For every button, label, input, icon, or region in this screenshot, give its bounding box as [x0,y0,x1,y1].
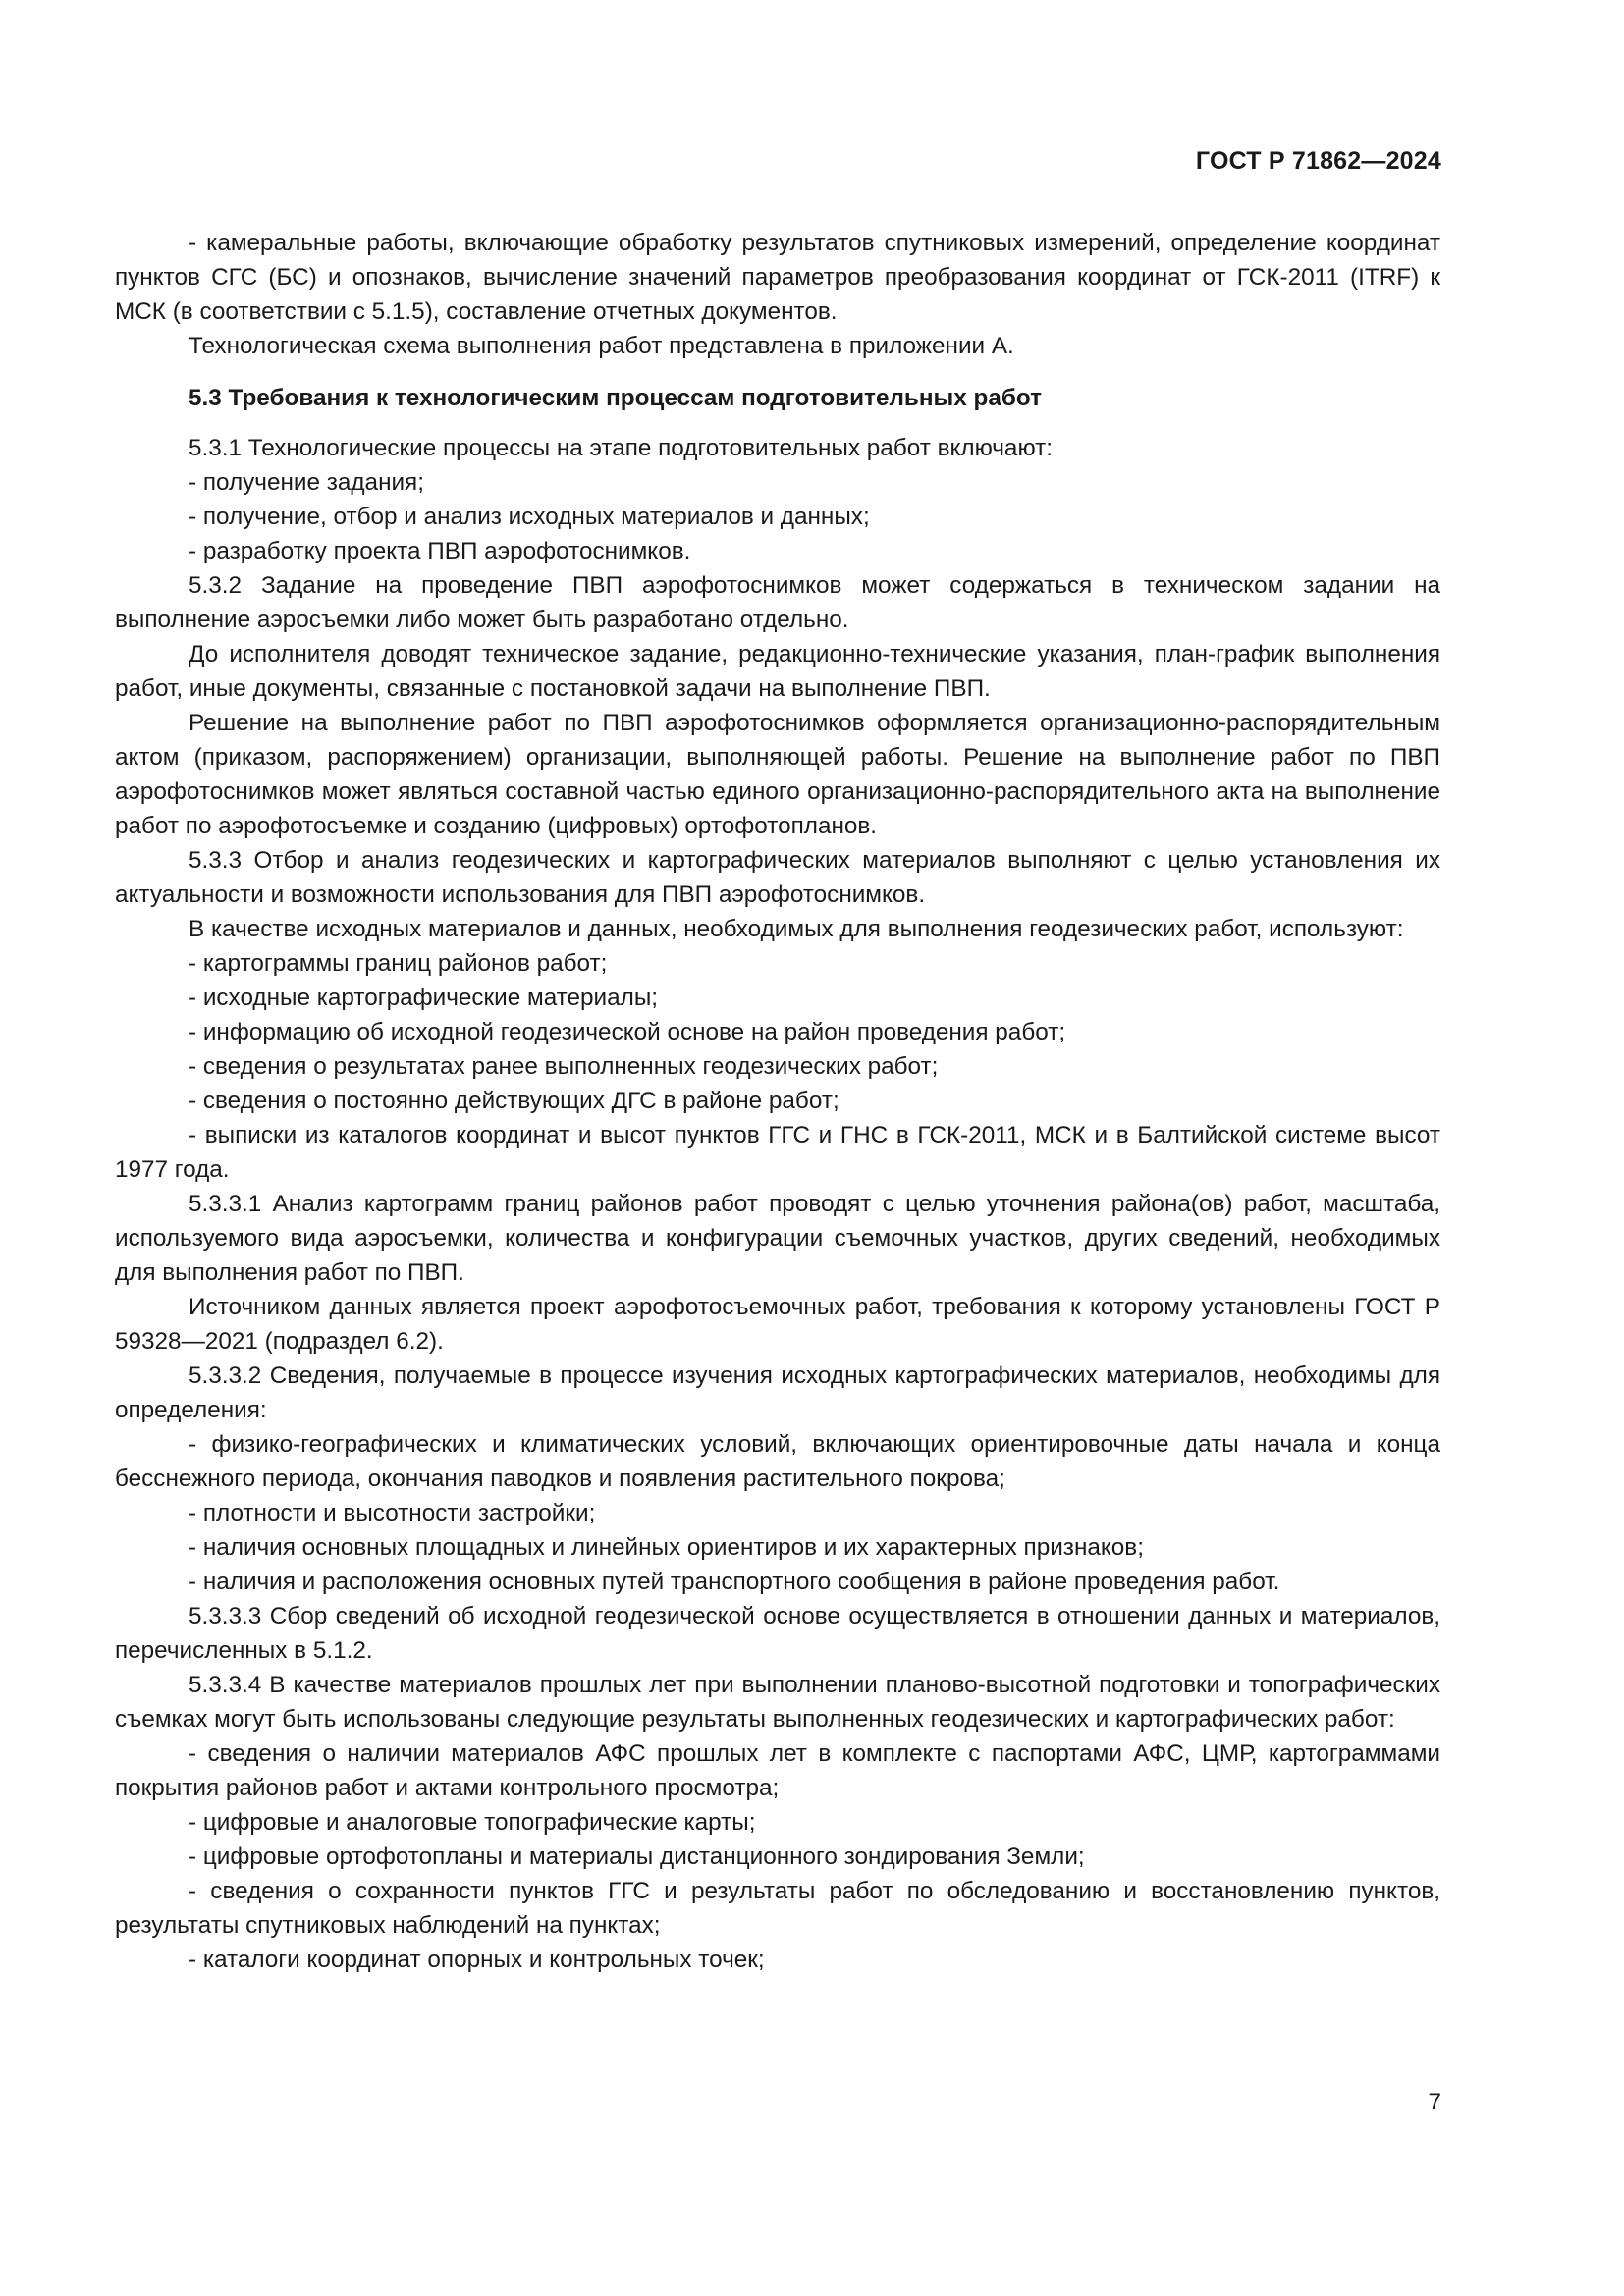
section-heading: 5.3 Требования к технологическим процессам подготовительных работ [189,385,1043,411]
list-item: - исходные картографические материалы; [189,985,659,1011]
list-item: - выписки из каталогов координат и высот пунктов ГГС и ГНС в ГСК-2011, МСК и в Балтийской системе высот 1977 года. [115,1122,1440,1183]
document-body [115,226,1440,1977]
list-item: - сведения о постоянно действующих ДГС в районе работ; [189,1088,839,1114]
list-item: - сведения о наличии материалов АФС прошлых лет в комплекте с паспортами АФС, ЦМР, картограммами покрытия районов работ и актами контрольного просмотра; [115,1740,1440,1801]
paragraph: Решение на выполнение работ по ПВП аэрофотоснимков оформляется организационно-распорядительным актом (приказом, распоряжением) организации, выполняющей работы. Решение на выполнение работ по ПВП аэрофотоснимков может являться составной частью единого организационно-распорядительного акта на выполнение работ по аэрофотосъемке и созданию (цифровых) ортофотопланов. [115,710,1440,839]
paragraph: 5.3.3.2 Сведения, получаемые в процессе изучения исходных картографических материалов, необходимы для определения: [115,1362,1440,1423]
list-item: - цифровые и аналоговые топографические карты; [189,1809,756,1836]
list-item: - плотности и высотности застройки; [189,1500,596,1526]
paragraph: 5.3.1 Технологические процессы на этапе подготовительных работ включают: [189,435,1054,461]
paragraph: Источником данных является проект аэрофотосъемочных работ, требования к которому установлены ГОСТ Р 59328—2021 (подраздел 6.2). [115,1294,1440,1355]
paragraph: - камеральные работы, включающие обработку результатов спутниковых измерений, определение координат пунктов СГС (БС) и опознаков, вычисление значений параметров преобразования координат от ГСК-2011 (ITRF) к МСК (в соответствии с 5.1.5), составление отчетных документов. [115,230,1440,325]
list-item: - картограммы границ районов работ; [189,950,608,977]
list-item: - наличия основных площадных и линейных ориентиров и их характерных признаков; [189,1534,1144,1561]
paragraph: 5.3.3.3 Сбор сведений об исходной геодезической основе осуществляется в отношении данных и материалов, перечисленных в 5.1.2. [115,1603,1440,1664]
list-item: - разработку проекта ПВП аэрофотоснимков. [189,538,691,564]
list-item: - цифровые ортофотопланы и материалы дистанционного зондирования Земли; [189,1843,1085,1870]
list-item: - получение, отбор и анализ исходных материалов и данных; [189,504,870,530]
paragraph: 5.3.3 Отбор и анализ геодезических и картографических материалов выполняют с целью установления их актуальности и возможности использования для ПВП аэрофотоснимков. [115,847,1440,908]
list-item: - каталоги координат опорных и контрольных точек; [189,1947,765,1973]
paragraph: 5.3.3.1 Анализ картограмм границ районов работ проводят с целью уточнения района(ов) работ, масштаба, используемого вида аэросъемки, количества и конфигурации съемочных участков, других сведений, необходимых для выполнения работ по ПВП. [115,1191,1440,1286]
paragraph: Технологическая схема выполнения работ представлена в приложении А. [189,333,1014,359]
list-item: - информацию об исходной геодезической основе на район проведения работ; [189,1019,1066,1045]
list-item: - сведения о сохранности пунктов ГГС и результаты работ по обследованию и восстановлению пунктов, результаты спутниковых наблюдений на пунктах; [115,1878,1440,1939]
list-item: - наличия и расположения основных путей транспортного сообщения в районе проведения работ. [189,1569,1280,1595]
paragraph: 5.3.2 Задание на проведение ПВП аэрофотоснимков может содержаться в техническом задании на выполнение аэросъемки либо может быть разработано отдельно. [115,572,1440,633]
paragraph: В качестве исходных материалов и данных, необходимых для выполнения геодезических работ, используют: [189,916,1404,942]
paragraph: 5.3.3.4 В качестве материалов прошлых лет при выполнении планово-высотной подготовки и топографических съемках могут быть использованы следующие результаты выполненных геодезических и картографических работ: [115,1672,1440,1733]
page-number: 7 [1428,2089,1441,2115]
list-item: - физико-географических и климатических условий, включающих ориентировочные даты начала и конца бесснежного периода, окончания паводков и появления растительного покрова; [115,1431,1440,1492]
document-header: ГОСТ Р 71862—2024 [1195,147,1441,175]
list-item: - получение задания; [189,469,424,496]
list-item: - сведения о результатах ранее выполненных геодезических работ; [189,1053,939,1080]
paragraph: До исполнителя доводят техническое задание, редакционно-технические указания, план-график выполнения работ, иные документы, связанные с постановкой задачи на выполнение ПВП. [115,641,1440,702]
